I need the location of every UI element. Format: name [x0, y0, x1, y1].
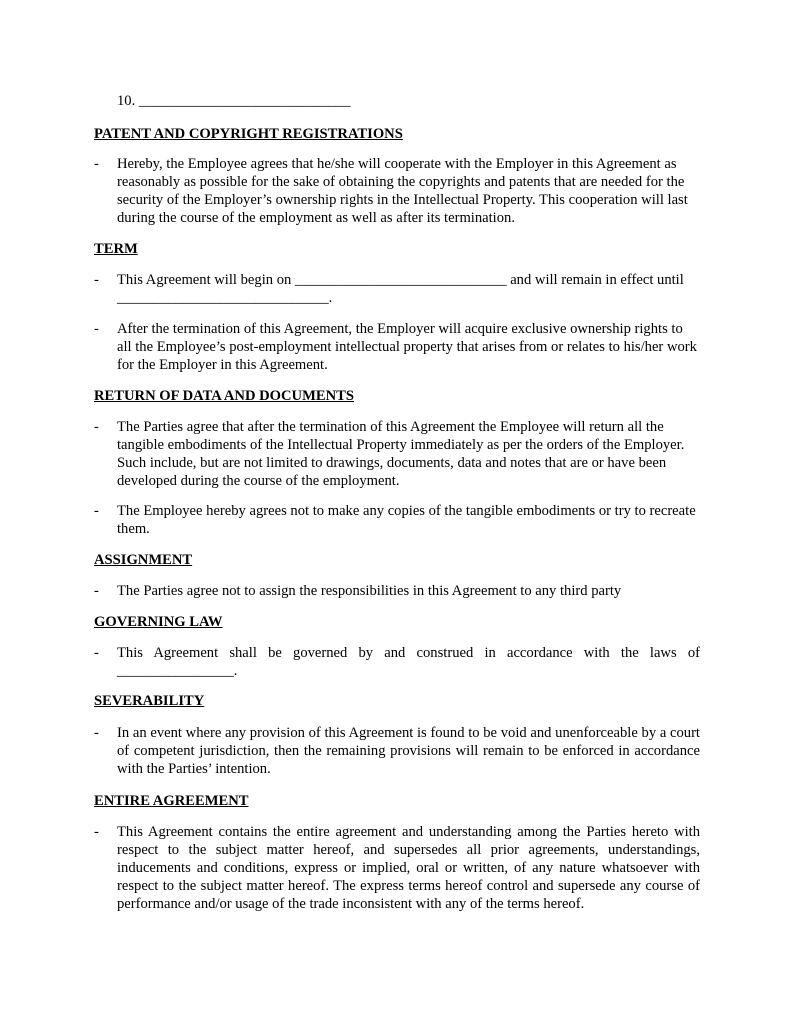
heading-term: TERM: [94, 241, 138, 257]
bullet-dash: -: [94, 824, 99, 840]
clause-patent-cooperation: [94, 155, 700, 227]
numbered-blank-line: 10. _____________________________: [117, 93, 351, 109]
bullet-dash: -: [94, 156, 99, 172]
clause-return-embodiments: [94, 418, 700, 490]
clause-term-ownership: [94, 320, 700, 374]
bullet-dash: -: [94, 583, 99, 599]
bullet-dash: -: [94, 503, 99, 519]
heading-assignment: ASSIGNMENT: [94, 552, 193, 568]
bullet-dash: -: [94, 645, 99, 661]
clause-term-dates: [94, 271, 700, 307]
bullet-dash: -: [94, 725, 99, 741]
heading-entire-agreement: ENTIRE AGREEMENT: [94, 793, 249, 809]
clause-no-copies: [94, 502, 700, 538]
clause-text: This Agreement will begin on _____________________________ and will remain in effect until _____________________________.: [117, 272, 684, 306]
clause-text: The Parties agree that after the termination of this Agreement the Employee will return all the tangible embodiments of the Intellectual Property immediately as per the orders of the Employer. Such include, but are not limited to drawings, documents, data and notes that are or have been developed during the course of the employment.: [117, 419, 685, 489]
bullet-dash: -: [94, 321, 99, 337]
clause-text: After the termination of this Agreement, the Employer will acquire exclusive ownership rights to all the Employee’s post-employment intellectual property that arises from or relates to his/her work for the Employer in this Agreement.: [117, 321, 697, 373]
clause-text: This Agreement contains the entire agreement and understanding among the Parties hereto with respect to the subject matter hereof, and supersedes all prior agreements, understandings, inducements and conditions, express or implied, oral or written, of any nature whatsoever with respect to the subject matter hereof. The express terms hereof control and supersede any course of performance and/or usage of the trade inconsistent with any of the terms hereof.: [117, 824, 700, 912]
clause-text: The Employee hereby agrees not to make any copies of the tangible embodiments or try to recreate them.: [117, 503, 696, 537]
clause-text: This Agreement shall be governed by and construed in accordance with the laws of ________________.: [117, 645, 700, 679]
bullet-dash: -: [94, 272, 99, 288]
heading-patent-copyright: PATENT AND COPYRIGHT REGISTRATIONS: [94, 126, 403, 142]
clause-text: The Parties agree not to assign the responsibilities in this Agreement to any third party: [117, 583, 622, 599]
clause-text: Hereby, the Employee agrees that he/she will cooperate with the Employer in this Agreement as reasonably as possible for the sake of obtaining the copyrights and patents that are needed for the security of the Employer’s ownership rights in the Intellectual Property. This cooperation will last during the course of the employment as well as after its termination.: [117, 156, 688, 226]
heading-return-of-data: RETURN OF DATA AND DOCUMENTS: [94, 388, 354, 404]
clause-entire-agreement: [94, 823, 700, 913]
clause-severability: [94, 724, 700, 778]
heading-governing-law: GOVERNING LAW: [94, 614, 223, 630]
clause-governing-law: [94, 644, 700, 680]
clause-text: In an event where any provision of this Agreement is found to be void and unenforceable by a court of competent jurisdiction, then the remaining provisions will remain to be enforced in accordance with the Parties’ intention.: [117, 725, 700, 777]
bullet-dash: -: [94, 419, 99, 435]
clause-assignment: [94, 582, 700, 600]
heading-severability: SEVERABILITY: [94, 693, 205, 709]
